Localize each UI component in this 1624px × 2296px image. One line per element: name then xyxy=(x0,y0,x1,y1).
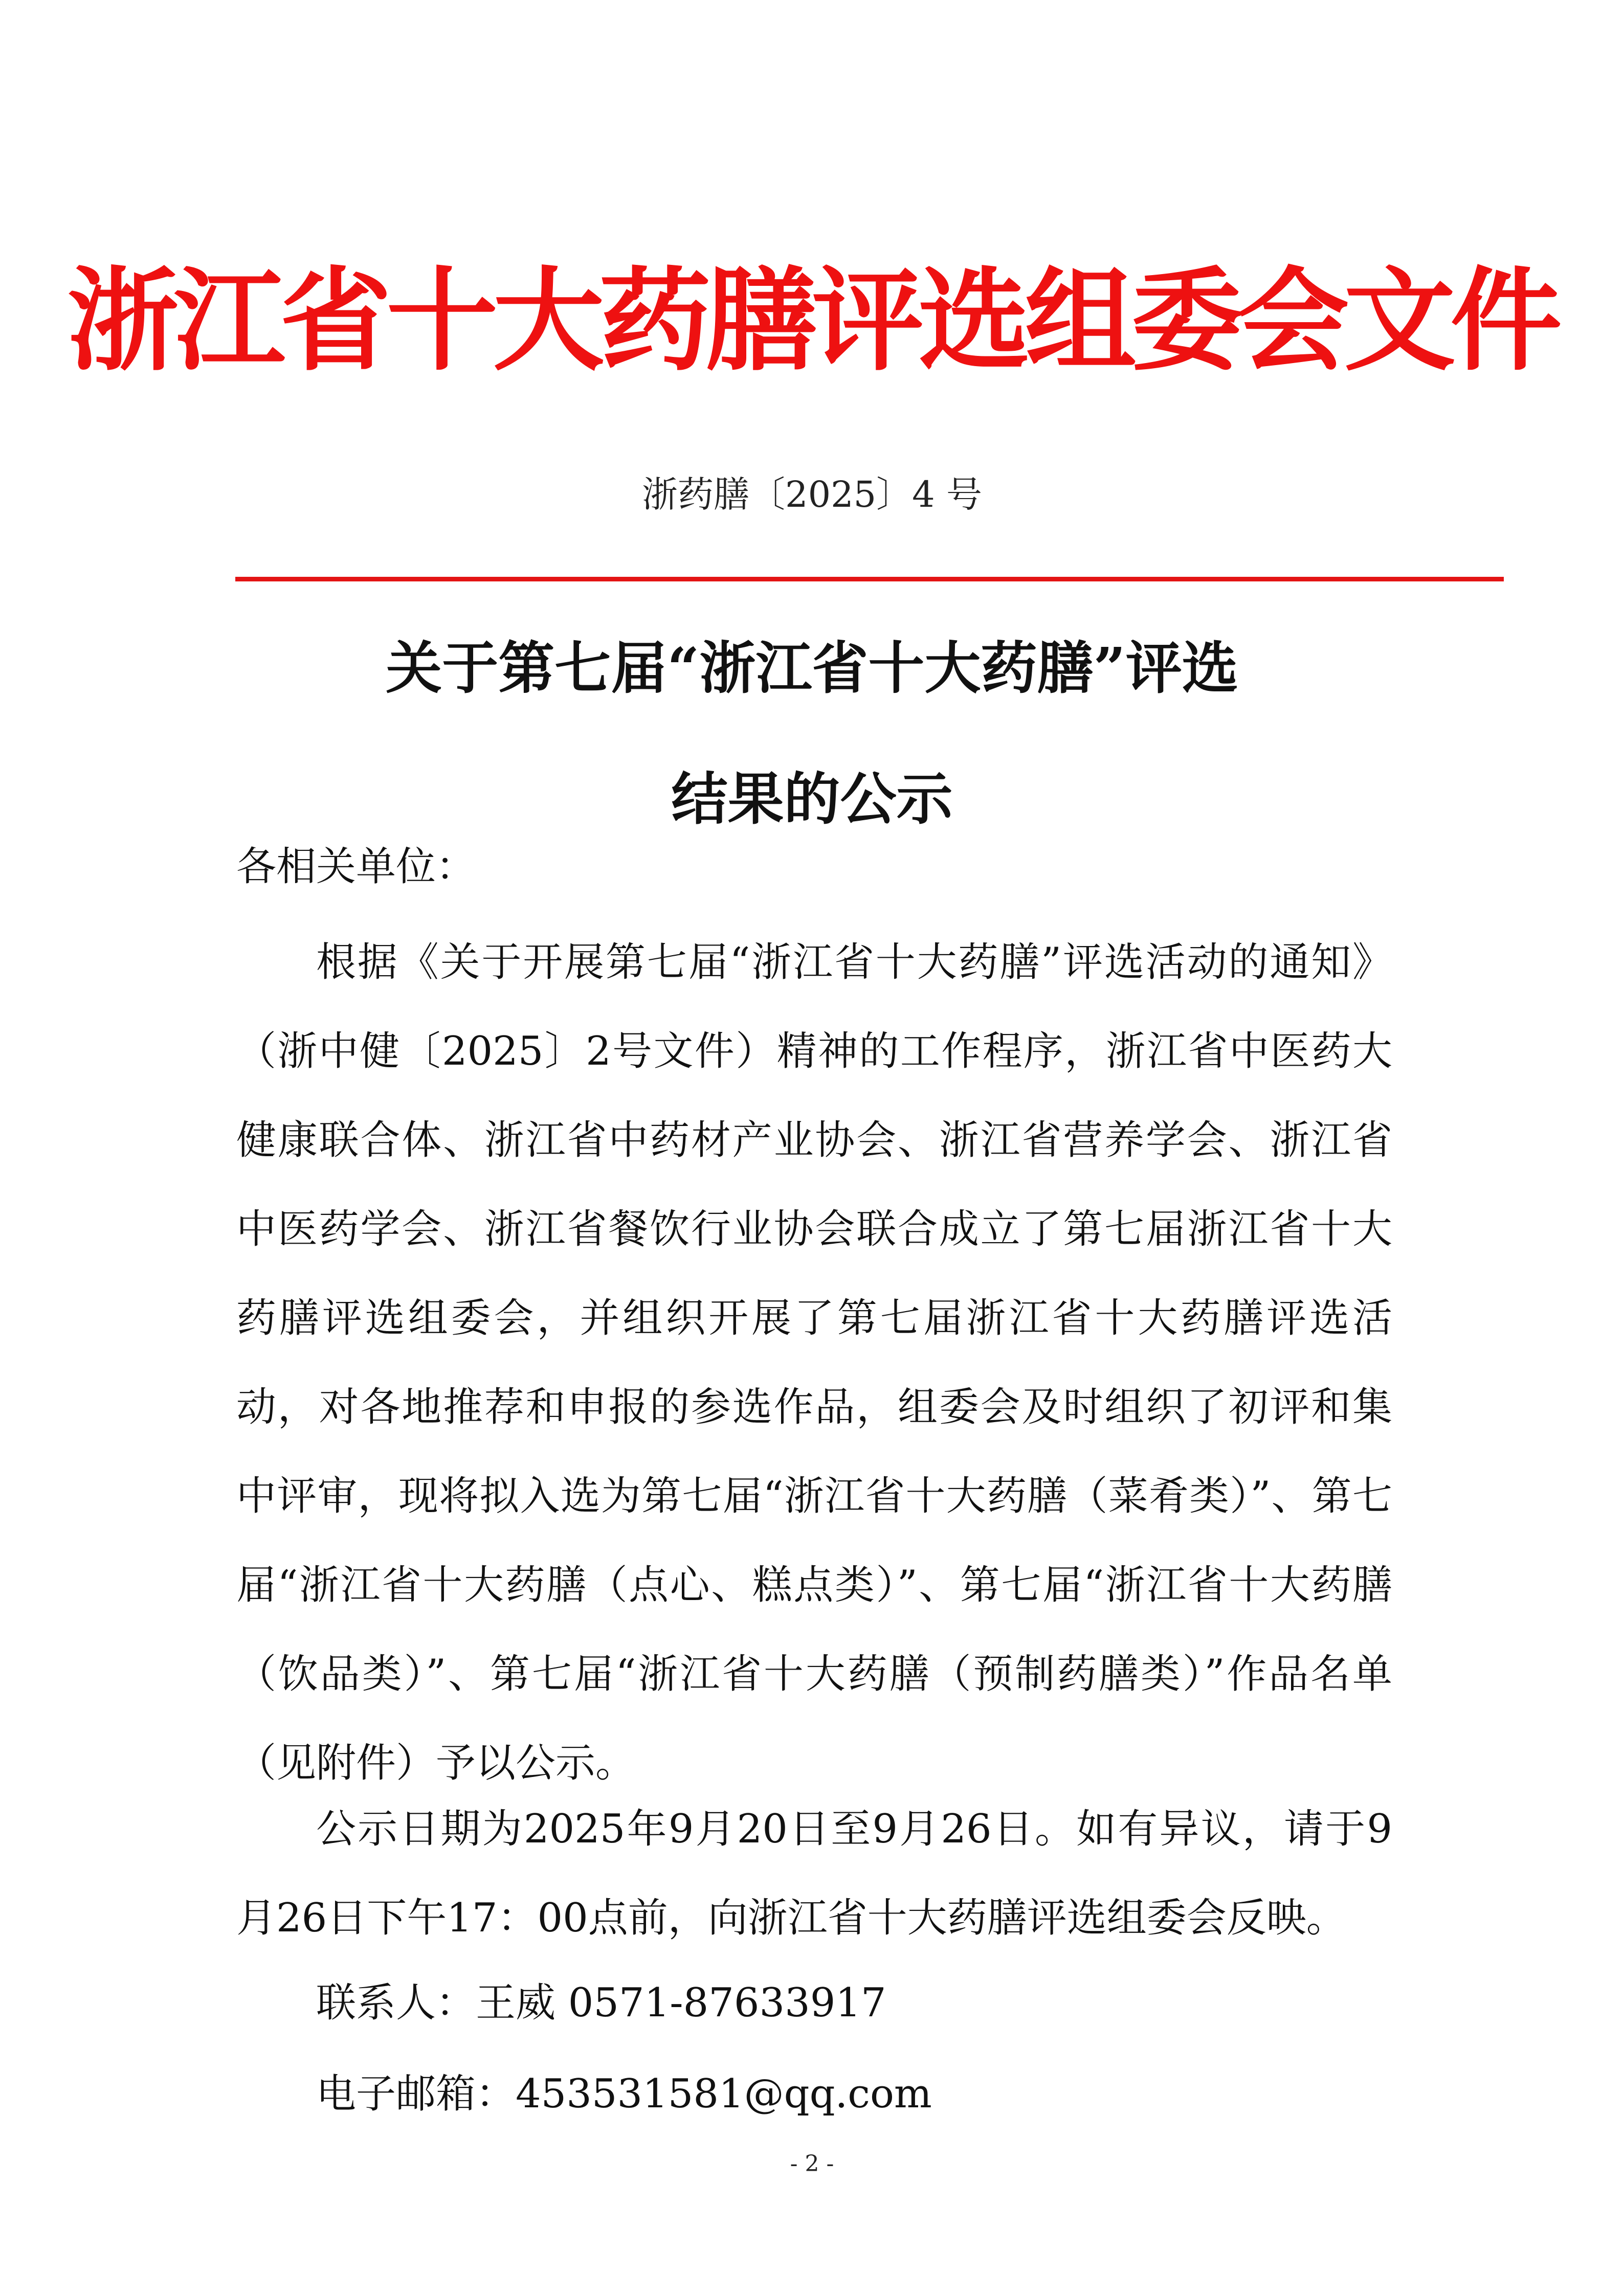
notice-title-line-1: 关于第七届“浙江省十大药膳”评选 xyxy=(386,635,1238,701)
document-number: 浙药膳〔2025〕4 号 xyxy=(642,474,982,515)
contact-person: 联系人：王威 0571-87633917 xyxy=(316,1980,886,2026)
body-paragraph-2: 公示日期为2025年9月20日至9月26日。如有异议，请于9月26日下午17：00点前，向浙江省十大药膳评选组委会反映。 xyxy=(236,1806,1392,1941)
page-number: - 2 - xyxy=(790,2151,834,2177)
contact-email: 电子邮箱：453531581@qq.com xyxy=(316,2071,932,2117)
salutation: 各相关单位： xyxy=(236,844,476,890)
notice-title-line-2: 结果的公示 xyxy=(671,766,953,832)
red-divider-rule xyxy=(235,577,1504,581)
masthead-title: 浙江省十大药膳评选组委会文件 xyxy=(67,257,1557,386)
body-paragraph-1: 根据《关于开展第七届“浙江省十大药膳”评选活动的通知》（浙中健〔2025〕2号文件）精神的工作程序，浙江省中医药大健康联合体、浙江省中药材产业协会、浙江省营养学会、浙江省中医药学会、浙江省餐饮行业协会联合成立了第七届浙江省十大药膳评选组委会，并组织开展了第七届浙江省十大药膳评选活动，对各地推荐和申报的参选作品，组委会及时组织了初评和集中评审，现将拟入选为第七届“浙江省十大药膳（菜肴类）”、第七届“浙江省十大药膳（点心、糕点类）”、第七届“浙江省十大药膳（饮品类）”、第七届“浙江省十大药膳（预制药膳类）”作品名单（见附件）予以公示。 xyxy=(236,939,1392,1786)
